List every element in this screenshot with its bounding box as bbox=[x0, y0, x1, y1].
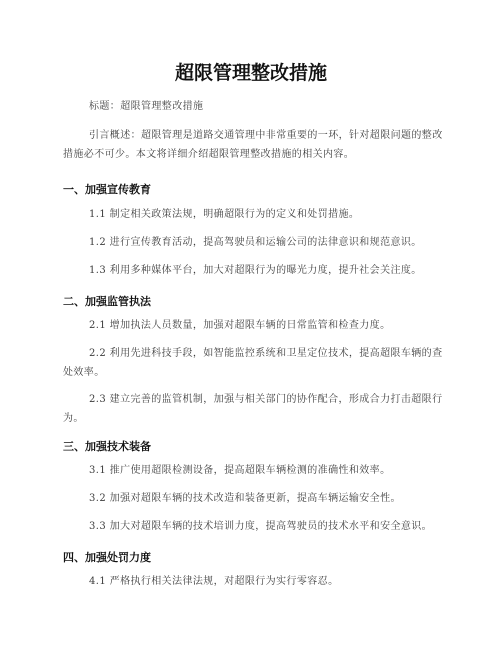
section-2-item-2: 2.2 利用先进科技手段，如智能监控系统和卫星定位技术，提高超限车辆的查处效率。 bbox=[63, 348, 443, 378]
section-heading-3: 三、加强技术装备 bbox=[63, 440, 151, 453]
document-title: 超限管理整改措施 bbox=[174, 62, 327, 84]
section-2-item-3: 2.3 建立完善的监管机制，加强与相关部门的协作配合，形成合力打击超限行为。 bbox=[63, 394, 443, 424]
section-1-item-1: 1.1 制定相关政策法规，明确超限行为的定义和处罚措施。 bbox=[89, 209, 360, 220]
subtitle-line: 标题：超限管理整改措施 bbox=[89, 101, 204, 112]
section-heading-2: 二、加强监管执法 bbox=[63, 295, 151, 308]
section-3-item-1: 3.1 推广使用超限检测设备，提高超限车辆检测的准确性和效率。 bbox=[89, 465, 391, 476]
section-1-item-2: 1.2 进行宣传教育活动，提高驾驶员和运输公司的法律意识和规范意识。 bbox=[89, 237, 422, 248]
intro-paragraph: 引言概述：超限管理是道路交通管理中非常重要的一环，针对超限问题的整改措施必不可少。本文将详细介绍超限管理整改措施的相关内容。 bbox=[63, 130, 443, 160]
section-2-item-1: 2.1 增加执法人员数量，加强对超限车辆的日常监管和检查力度。 bbox=[89, 320, 391, 331]
section-1-item-3: 1.3 利用多种媒体平台，加大对超限行为的曝光力度，提升社会关注度。 bbox=[89, 265, 422, 276]
section-3-item-2: 3.2 加强对超限车辆的技术改造和装备更新，提高车辆运输安全性。 bbox=[89, 493, 401, 504]
section-3-item-3: 3.3 加大对超限车辆的技术培训力度，提高驾驶员的技术水平和安全意识。 bbox=[89, 521, 433, 532]
section-heading-1: 一、加强宣传教育 bbox=[63, 183, 151, 196]
section-heading-4: 四、加强处罚力度 bbox=[63, 551, 151, 564]
section-4-item-1: 4.1 严格执行相关法律法规，对超限行为实行零容忍。 bbox=[89, 576, 339, 587]
